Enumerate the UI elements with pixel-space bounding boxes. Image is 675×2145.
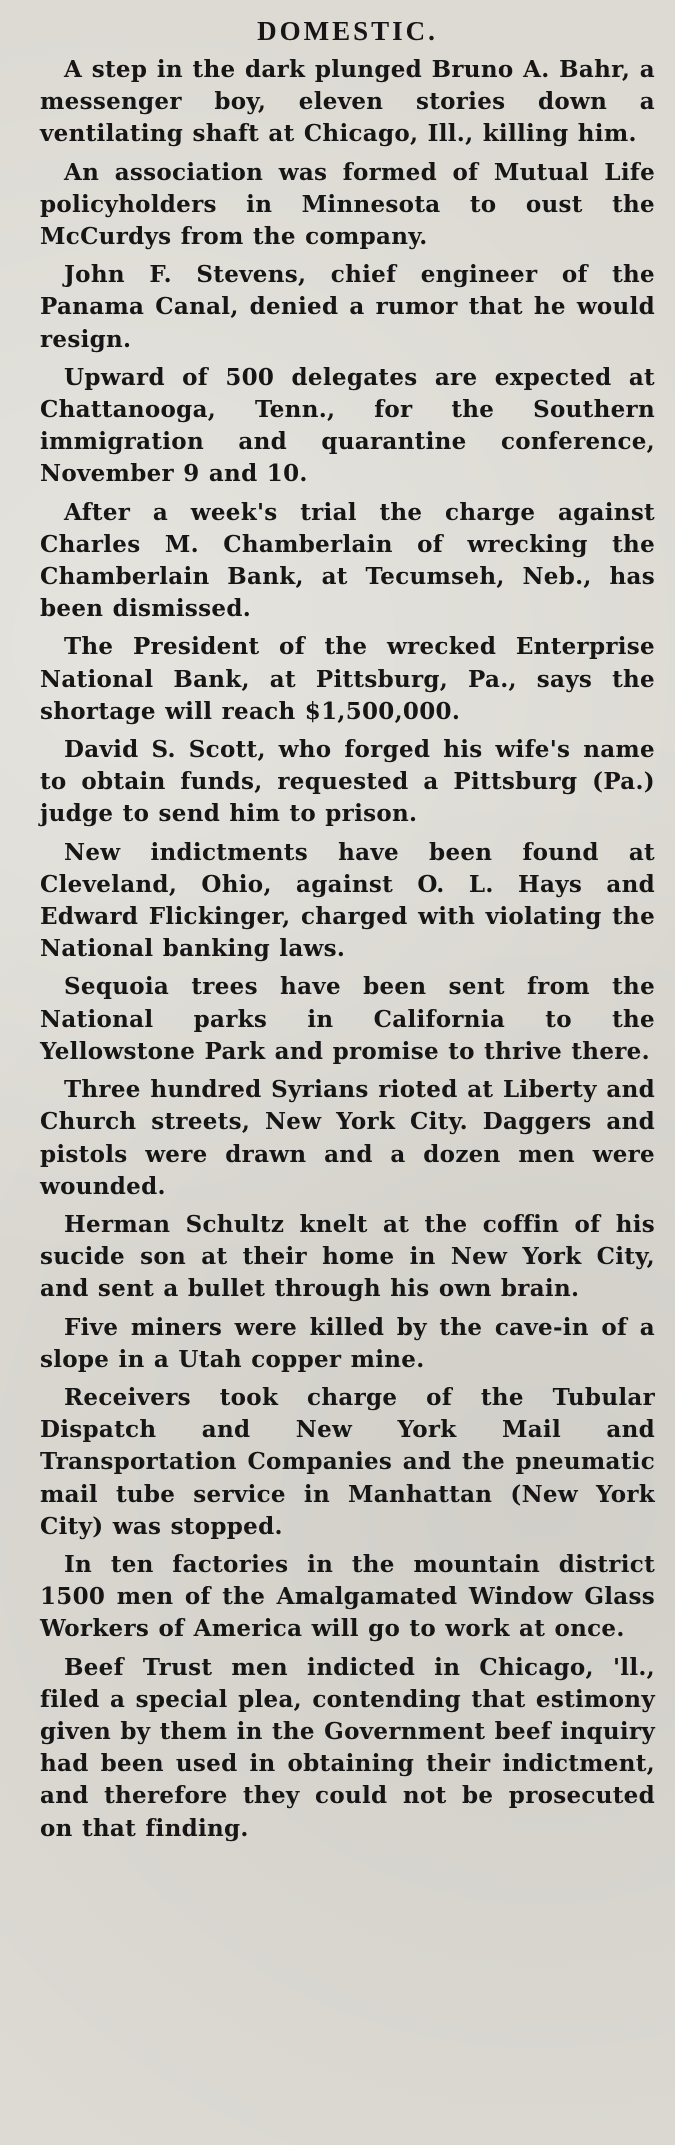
news-item: After a week's trial the charge against Charles M. Chamberlain of wrecking the Chamberlain Bank, at Tecumseh, Neb., has been dismissed. xyxy=(40,498,655,623)
news-item: In ten factories in the mountain district 1500 men of the Amalgamated Window Glass Workers of America will go to work at once. xyxy=(40,1550,655,1643)
news-item: New indictments have been found at Cleveland, Ohio, against O. L. Hays and Edward Flickinger, charged with violating the National banking laws. xyxy=(40,838,655,963)
news-item: David S. Scott, who forged his wife's name to obtain funds, requested a Pittsburg (Pa.) judge to send him to prison. xyxy=(40,736,655,828)
news-item: Five miners were killed by the cave-in of a slope in a Utah copper mine. xyxy=(40,1313,655,1373)
news-item: Upward of 500 delegates are expected at Chattanooga, Tenn., for the Southern immigration and quarantine conference, November 9 and 10. xyxy=(40,363,655,488)
news-item: Three hundred Syrians rioted at Liberty and Church streets, New York City. Daggers and pistols were drawn and a dozen men were wounded. xyxy=(40,1076,655,1200)
news-item: Sequoia trees have been sent from the National parks in California to the Yellowstone Park and promise to thrive there. xyxy=(40,973,655,1065)
news-item: Beef Trust men indicted in Chicago, 'll., filed a special plea, contending that estimony given by them in the Government beef inquiry had been used in obtaining their indictment, and therefore they could not be prosecuted on that finding. xyxy=(40,1653,655,1842)
news-item: John F. Stevens, chief engineer of the Panama Canal, denied a rumor that he would resign. xyxy=(40,261,655,353)
news-item: A step in the dark plunged Bruno A. Bahr, a messenger boy, eleven stories down a ventilating shaft at Chicago, Ill., killing him. xyxy=(40,56,655,148)
news-item: The President of the wrecked Enterprise National Bank, at Pittsburg, Pa., says the shortage will reach $1,500,000. xyxy=(40,633,655,725)
news-item: An association was formed of Mutual Life policyholders in Minnesota to oust the McCurdys from the company. xyxy=(40,158,655,251)
news-item: Herman Schultz knelt at the coffin of his sucide son at their home in New York City, and sent a bullet through his own brain. xyxy=(40,1210,655,1303)
section-heading: DOMESTIC. xyxy=(257,16,438,46)
news-item: Receivers took charge of the Tubular Dispatch and New York Mail and Transportation Companies and the pneumatic mail tube service in Manhattan (New York City) was stopped. xyxy=(40,1383,655,1540)
